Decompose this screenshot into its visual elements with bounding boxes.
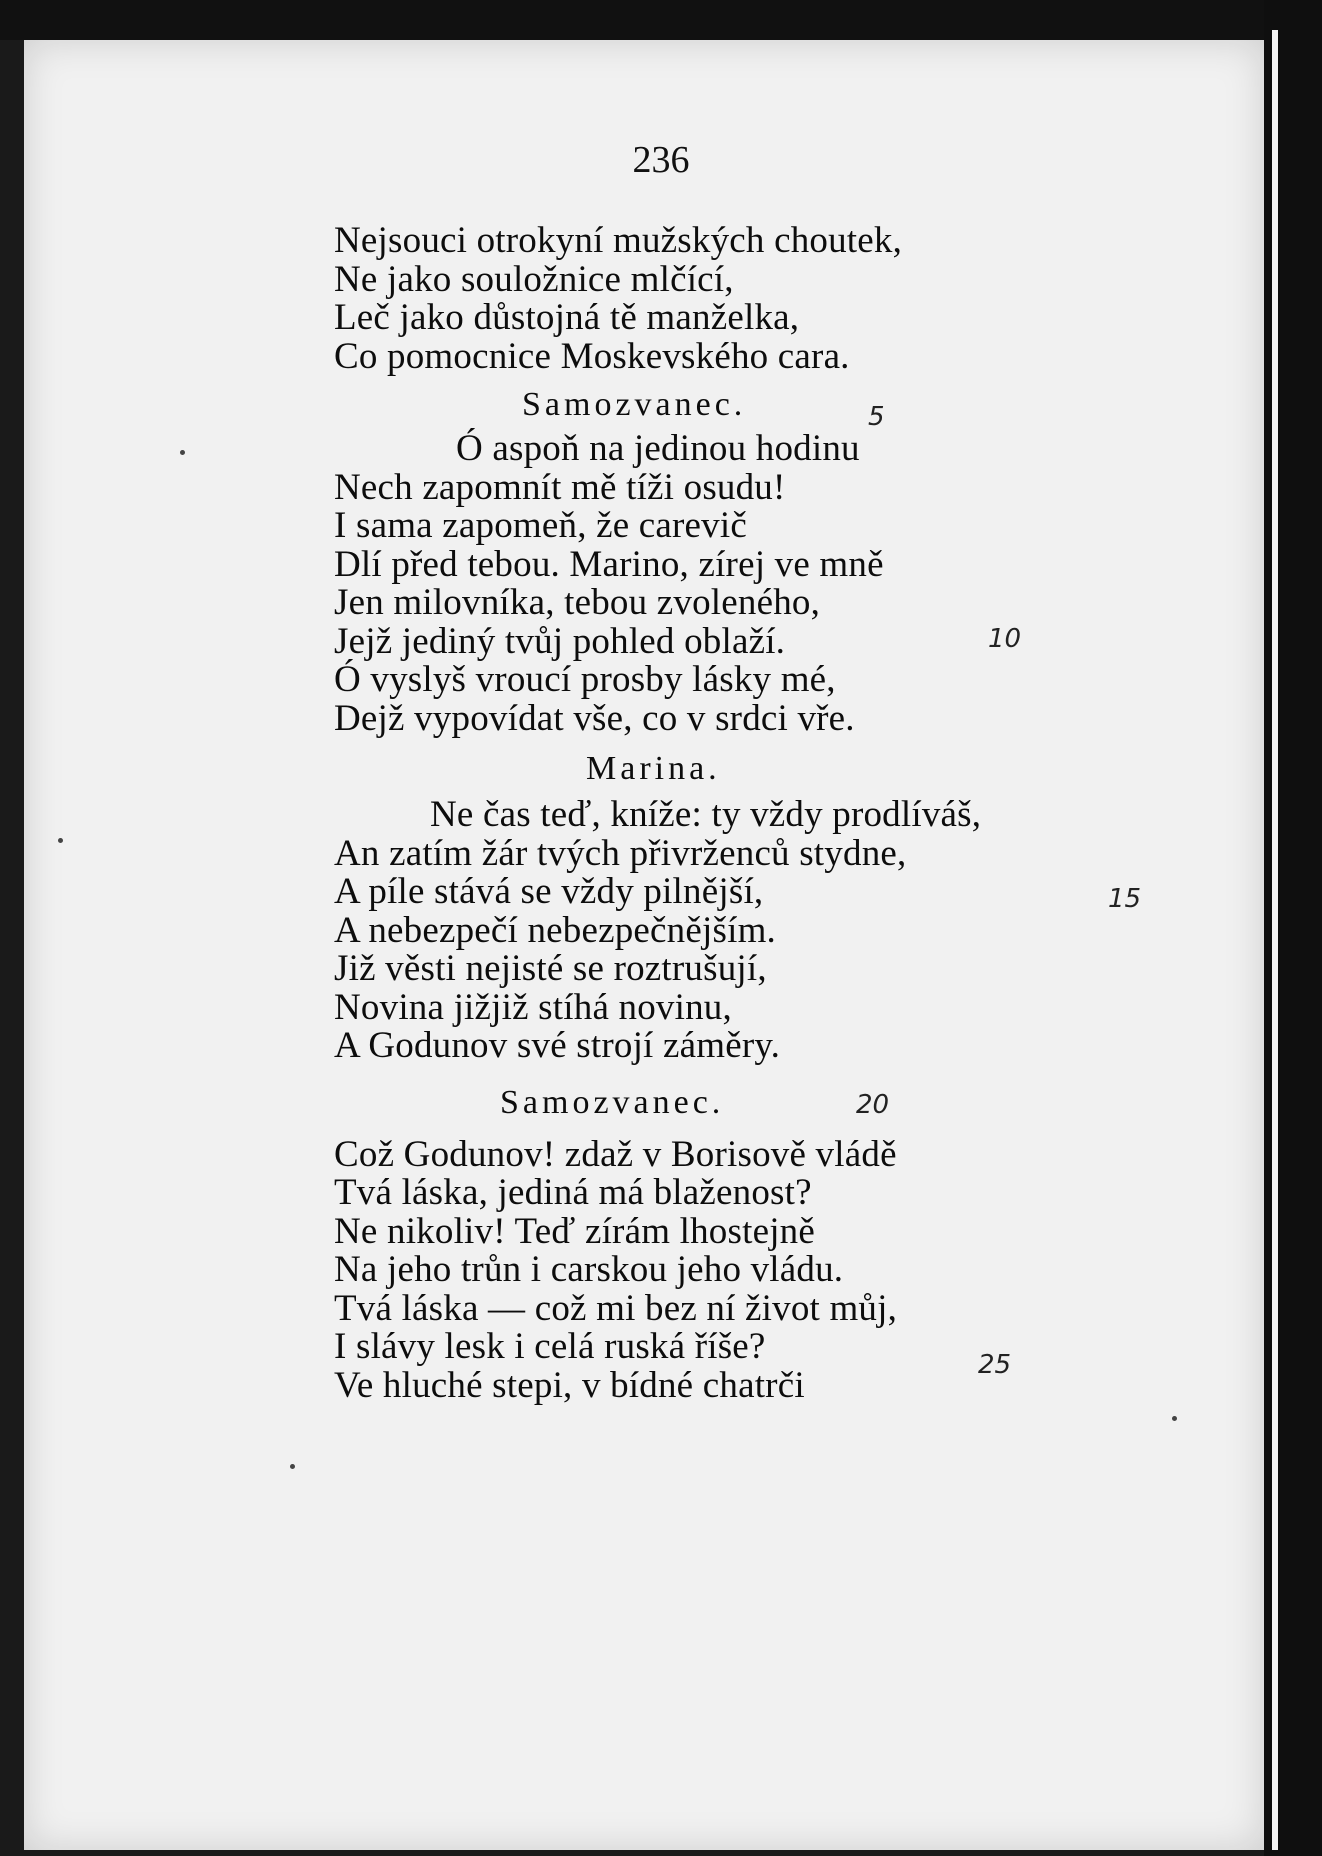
verse-line: Novina jižjiž stíhá novinu,: [334, 986, 732, 1028]
verse-line: Jejž jediný tvůj pohled oblaží.: [334, 620, 786, 662]
verse-line: Ve hluché stepi, v bídné chatrči: [334, 1364, 805, 1406]
verse-line: Nejsouci otrokyní mužských choutek,: [334, 220, 903, 261]
verse-line: I sama zapomeň, že carevič: [334, 505, 747, 546]
margin-line-number: 25: [978, 1350, 1012, 1380]
verse-line: Nech zapomnít mě tíži osudu!: [334, 466, 786, 508]
poem-text: [334, 222, 1134, 1405]
verse-line: Dlí před tebou. Marino, zírej ve mně: [334, 543, 884, 585]
verse-line: Co pomocnice Moskevského cara.: [334, 335, 850, 377]
margin-line-number: 20: [856, 1090, 890, 1120]
verse-line: A nebezpečí nebezpečnějším.: [334, 909, 776, 951]
stanza: [334, 1084, 1134, 1406]
stanza: [334, 750, 1134, 1066]
speaker-name: Samozvanec.: [522, 386, 747, 423]
speaker-name: Marina.: [586, 750, 721, 787]
speaker-name: Samozvanec.: [500, 1083, 725, 1121]
stanza: [334, 222, 1134, 376]
verse-line: Na jeho trůn i carskou jeho vládu.: [334, 1249, 844, 1290]
margin-line-number: 10: [988, 624, 1022, 654]
verse-line: Již věsti nejisté se roztrušují,: [334, 948, 767, 989]
verse-line: Tvá láska — což mi bez ní život můj,: [334, 1287, 898, 1329]
scan-speck: [180, 450, 185, 455]
verse-line: Ne čas teď, kníže: ty vždy prodlíváš,: [430, 794, 982, 835]
scan-speck: [1172, 1416, 1177, 1421]
page-edge-line: [1272, 30, 1278, 1850]
verse-line: Ó aspoň na jedinou hodinu: [456, 428, 860, 469]
verse-line: Ne nikoliv! Teď zírám lhostejně: [334, 1210, 816, 1252]
verse-line: Což Godunov! zdaž v Borisově vládě: [334, 1133, 897, 1175]
verse-line: A Godunov své strojí záměry.: [334, 1025, 781, 1066]
verse-line: Dejž vypovídat vše, co v srdci vře.: [334, 697, 855, 739]
scan-speck: [290, 1464, 295, 1469]
verse-line: An zatím žár tvých přivrženců stydne,: [334, 832, 907, 874]
verse-line: A píle stává se vždy pilnější,: [334, 871, 764, 912]
verse-line: Leč jako důstojná tě manželka,: [334, 297, 800, 338]
verse-line: I slávy lesk i celá ruská říše?: [334, 1326, 766, 1367]
margin-line-number: 15: [1108, 884, 1142, 914]
verse-line: Ó vyslyš vroucí prosby lásky mé,: [334, 659, 836, 700]
verse-line: Ne jako souložnice mlčící,: [334, 258, 734, 300]
scan-top-border: [0, 0, 1322, 40]
scan-speck: [58, 838, 63, 843]
margin-line-number: 5: [868, 402, 885, 432]
page-number: 236: [632, 139, 690, 181]
verse-line: Jen milovníka, tebou zvoleného,: [334, 582, 821, 623]
stanza: [334, 386, 1134, 738]
verse-line: Tvá láska, jediná má blaženost?: [334, 1172, 812, 1213]
